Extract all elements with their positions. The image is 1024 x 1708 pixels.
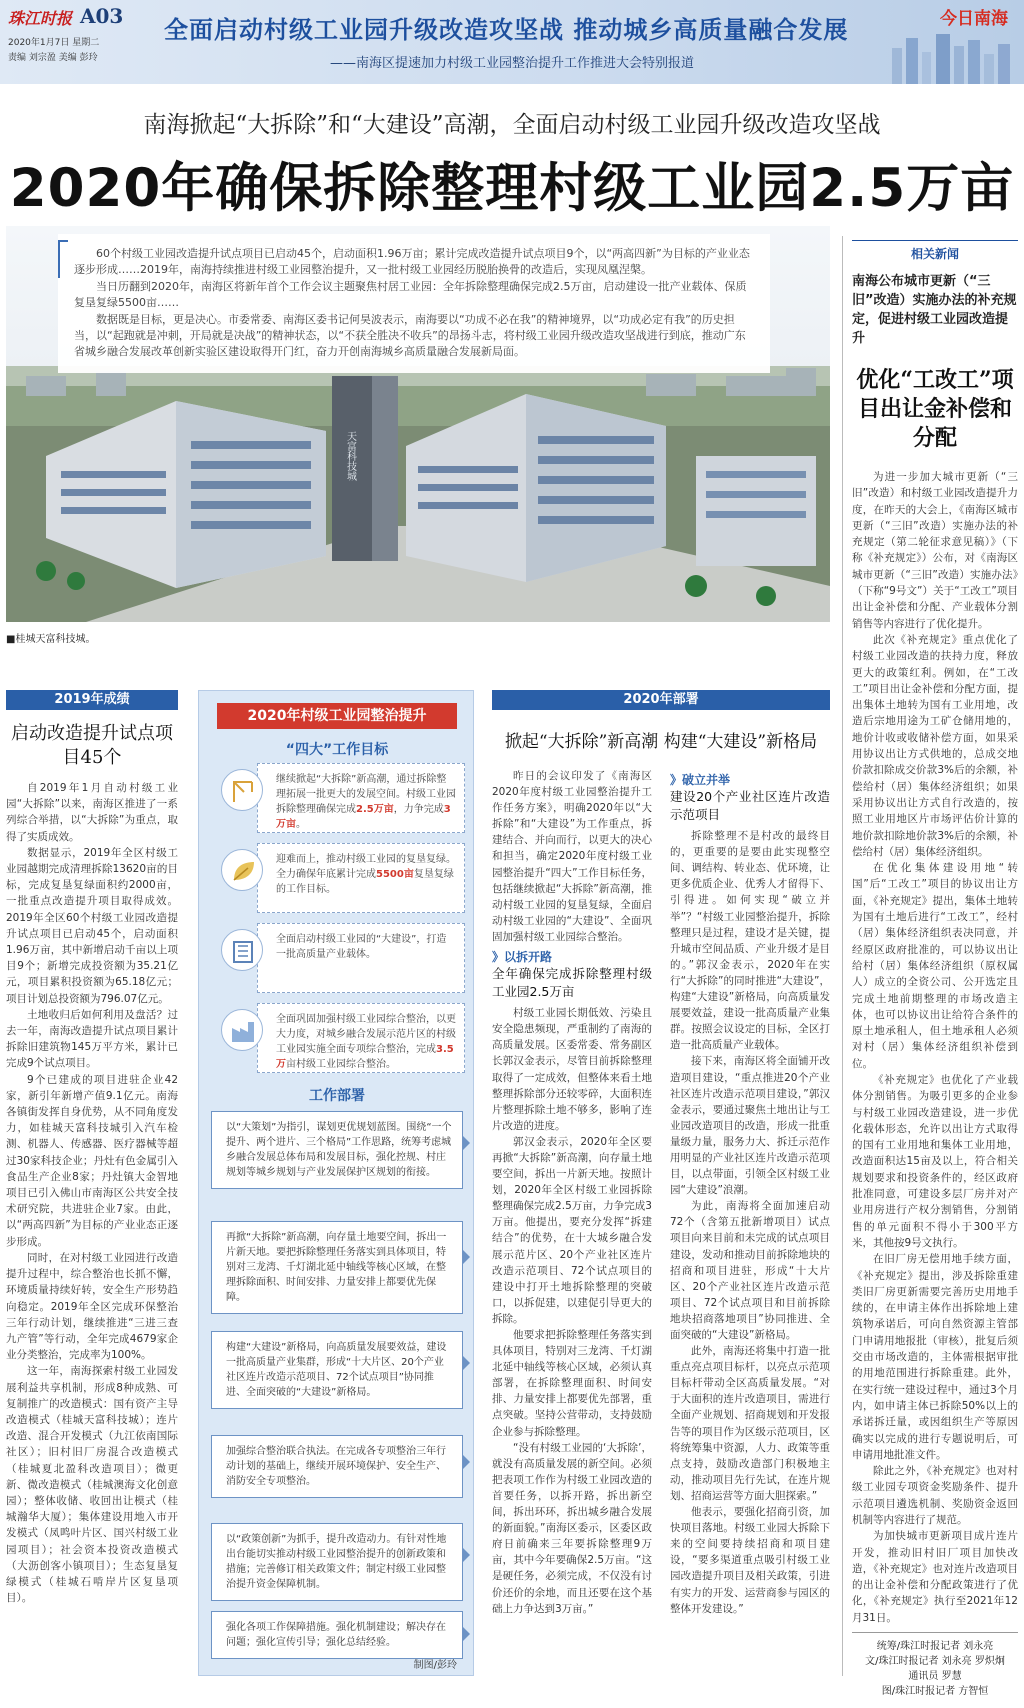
article-paragraph: 同时，在对村级工业园进行改造提升过程中，综合整治也长抓不懈，环境质量持续好转，安全生产形势趋向稳定。2019年全区完成环保整治三年行动计划，继续推进“三进三查九产管”等行动，全年完成4679家企业分类整治，完成率为100%。	[6, 1251, 178, 1362]
article-paragraph: 他表示，要强化招商引资，加快项目落地。村级工业园大拆除下来的空间要持续招商和项目建设，“要多渠道重点吸引村级工业园改造提升项目及相关政策，引进有实力的开发、运营商参与园区的整体开发建设。”	[670, 1506, 830, 1615]
section-marker: 》破立并举	[670, 773, 731, 787]
section-name: 今日南海	[940, 9, 1008, 29]
goal-item	[221, 1003, 465, 1073]
article-paragraph: 他要求把拆除整理任务落实到具体项目，特别对三龙湾、千灯湖北延中轴线等核心区域，必须认真部署，在拆除整理面积、时间安排、力量安排上都要优先部署，重点突破。坚持公营带动，支持鼓励企业参与拆除整理。	[492, 1329, 652, 1438]
section-bar-2019: 2019年成绩	[6, 690, 178, 710]
sidebar-paragraph: 为进一步加大城市更新（“三旧”改造）和村级工业园改造提升力度，在昨天的大会上，《南海区城市更新（“三旧”改造）实施办法的补充规定（第二轮征求意见稿）》（下称《补充规定》）公布，对《南海区城市更新（“三旧”改造）实施办法》（下称“9号文”）关于“工改工”项目出让金补偿和分配、产业载体分割销售等内容进行了优化提升。	[852, 471, 1018, 630]
issue-date: 2020年1月7日 星期二	[8, 38, 100, 48]
column-2019-text	[6, 780, 178, 1606]
sidebar-paragraph: 除此之外，《补充规定》也对村级工业园专项资金奖励条件、提升示范项目遴选机制、奖励资金返回机制等内容进行了规范。	[852, 1465, 1018, 1526]
page-number: A03	[80, 4, 124, 28]
column-2019-subhead: 启动改造提升试点项目45个	[11, 723, 173, 768]
banner-subline: ——南海区提速加力村级工业园整治提升工作推进大会特别报道	[330, 56, 695, 71]
related-news-headline: 南海公布城市更新（“三旧”改造）实施办法的补充规定，促进村级工业园改造提升	[852, 274, 1017, 346]
goal-text: 全面启动村级工业园的“大建设”，打造一批高质量产业载体。	[257, 923, 465, 993]
lead-paragraphs	[58, 234, 770, 373]
task-item: 再掀“大拆除”新高潮，向存量土地要空间，拆出一片新天地。要把拆除整理任务落实到具体项目，特别对三龙湾、千灯湖北延中轴线等核心区域，在整理拆除面积、时间安排、力量安排上都要优先保障。	[211, 1221, 463, 1314]
goals-title: “四大”工作目标	[285, 742, 389, 758]
article-paragraph: 数据显示，2019年全区村级工业园越期完成清理拆除13620亩的目标，完成复垦复绿面积约2000亩，一批重点改造提升项目取得成效。2019年全区60个村级工业园改造提升试点项目已启动45个，启动面积1.96万亩，其中新增启动千亩以上项目9个；新增完成投资额为35.21亿元，项目累积投资额为65.18亿元；项目计划总投资额为796.07亿元。	[6, 846, 178, 1005]
task-item: 以“政策创新”为抓手，提升改造动力。有针对性地出台能切实推动村级工业园整治提升的创新政策和措施；完善修订相关政策文件；制定村级工业园整治提升资金保障机制。	[211, 1523, 463, 1601]
masthead-banner	[0, 0, 1024, 84]
column-2020-left	[492, 768, 652, 1617]
lead-paragraph: 数据既是目标，更是决心。市委常委、南海区委书记何昊波表示，南海要以“功成不必在我”的精神境界，以“功成必定有我”的历史担当，以“起跑就是冲刺，开局就是决战”的精神状态，以“不获全胜决不收兵”的昂扬斗志，将村级工业园升级改造攻坚战进行到底，推动广东省城乡融合发展改革创新实验区建设取得开门红，奋力开创南海城乡高质量融合发展新局面。	[74, 313, 746, 358]
page-editors: 责编 刘宗盈 美编 彭玲	[8, 53, 98, 63]
sidebar-paragraph: 为加快城市更新项目成片连片开发，推动旧村旧厂项目加快改造，《补充规定》也对连片改造项目的出让金补偿和分配政策进行了优化，《补充规定》执行至2021年12月31日。	[852, 1530, 1018, 1624]
article-paragraph: 为此，南海将全面加速启动72个（含第五批新增项目）试点项目向来目前和未完成的试点项目建设，发动和推动目前拆除地块的招商和项目进驻，形成“十大片区、20个产业社区连片改造示范项目、72个试点项目和目前拆除地块招商落地项目”协同推进、全面突破的“大建设”新格局。	[670, 1200, 830, 1341]
graphic-credit: 制图/彭玲	[413, 1660, 457, 1671]
photo-caption: ■桂城天富科技城。	[6, 634, 96, 645]
article-paragraph: 接下来，南海区将全面铺开改造项目建设，“重点推进20个产业社区连片改造示范项目建设，”郭汉金表示，要通过聚焦土地出让与工业园改造项目的改造，形成一批重量级力量，服务力大、拆迁示范作用明显的产业社区连片改造示范项目，以点带面，引领全区村级工业园“大建设”浪潮。	[670, 1055, 830, 1197]
article-paragraph: “没有村级工业园的‘大拆除’，就没有高质量发展的新空间。必须把表项工作作为村级工业园改造的首要任务，以拆开路，拆出新空间，拆出环环，拆出城乡融合发展的新面貌。”南海区委示，区委区政府日前确来三年要拆除整理9万亩，其中今年要确保2.5万亩。“这是硬任务，必须完成，不仅没有讨价还价的余地，而且还要在这个基础上力争达到3万亩。”	[492, 1441, 652, 1615]
section-marker: 》以拆开路	[492, 950, 553, 965]
article-paragraph: 郭汉金表示，2020年全区要再掀“大拆除”新高潮，向存量土地要空间，拆出一片新天地。按照计划，2020年全区村级工业园拆除整理确保完成2.5万亩，力争完成3万亩。他提出，要充分发挥“拆建结合”的优势，在十大城乡融合发展示范片区、20个产业社区连片改造示范项目、72个试点项目的建设中打开土地拆除整理的突破口，以拆促建，以建促引导更大的拆除。	[492, 1135, 652, 1325]
crane-icon	[221, 769, 263, 811]
sidebar-paragraph: 在旧厂房无偿用地手续方面，《补充规定》提出，涉及拆除重建类旧厂房更新需要完善历史用地手续的，在申请主体作出拆除地上建筑物承诺后，可向自然资源主管部门申请用地报批（审核），批复后须交由市场改造的，主体需根据审批的用地范围进行拆除重建。此外，在实行统一建设过程中，通过3个月内，如申请主体已拆除50%以上的承诺拆迁量，或因组织生产等原因确实以完成的进行专题说明后，可申请用地批准文件。	[852, 1253, 1018, 1461]
sidebar-paragraph: 在优化集体建设用地“转国”后“工改工”项目的协议出让方面，《补充规定》提出，集体土地转为国有土地后进行“工改工”，经村（居）集体经济组织表决同意，并经原区政府批准的，可以协议出让给村（居）集体经济组织（原权属人）成立的全资公司、公开选定且完成土地前期整理的市场改造主体，也可以协议出让给符合条件的原土地承租人，但土地承租人必须对村（居）集体经济组织补偿到位。	[852, 862, 1018, 1070]
goal-text: 全面巩固加强村级工业园综合整治，以更大力度，对城乡融合发展示范片区的村级工业园实施全面专项综合整治，完成3.5万亩村级工业园综合整治。	[257, 1003, 465, 1073]
banner-headline: 全面启动村级工业园升级改造攻坚战 推动城乡高质量融合发展	[164, 15, 849, 44]
goal-item	[221, 923, 465, 993]
article-paragraph: 土地收归后如何利用及盘活？过去一年，南海改造提升试点项目累计拆除旧建筑物145万平方米，累计已完成9个试点项目。	[6, 1008, 178, 1070]
sidebar-paragraph: 《补充规定》也优化了产业载体分割销售。为吸引更多的企业参与村级工业园改造建设，进一步优化载体形态，允许以出让方式取得的国有工业用地和集体工业用地，改造面积达15亩及以上，符合相关规划要求和投资条件的，经区政府批准同意，可建设多层厂房并对产业用房进行产权分割销售，分割销售的单元面积不得小于300平方米，其他按9号文执行。	[852, 1073, 1018, 1249]
article-paragraph: 自2019年1月自动村级工业园“大拆除”以来，南海区推进了一系列综合举措，以“大拆除”为重点，取得了实质成效。	[6, 782, 178, 843]
credit-line: 文/珠江时报记者 刘永亮 罗炽炯	[865, 1656, 1005, 1668]
masthead-logo	[8, 6, 128, 76]
sidebar-body	[852, 469, 1018, 1626]
kicker-headline: 南海掀起“大拆除”和“大建设”高潮，全面启动村级工业园升级改造攻坚战	[143, 112, 881, 138]
task-item: 加强综合整治联合执法。在完成各专项整治三年行动计划的基础上，继续开展环境保护、安全生产、消防安全专项整治。	[211, 1435, 463, 1498]
column-2020	[492, 690, 830, 1708]
building-icon	[221, 929, 263, 971]
column-2020-subhead: 掀起“大拆除”新高潮 构建“大建设”新格局	[504, 732, 818, 752]
credit-line: 通讯员 罗慧	[908, 1671, 962, 1683]
related-news-sidebar	[852, 240, 1018, 1699]
article-paragraph: 村级工业园长期低效、污染且安全隐患频现，严重制约了南海的高质量发展。区委常委、常务副区长郭汉金表示，尽管目前拆除整理取得了一定成效，但整体来看土地整理拆除部分还较零碎，大面积连片整理拆除土地不够多，影响了连片改造的进度。	[492, 1007, 652, 1132]
byline-credits	[852, 1632, 1018, 1699]
goal-text: 迎难而上，推动村级工业园的复垦复绿。全力确保年底累计完成5500亩复垦复绿的工作目标。	[257, 843, 465, 913]
leaf-icon	[221, 849, 263, 891]
task-item: 强化各项工作保障措施。强化机制建设；解决存在问题；强化宣传引导；强化总结经验。	[211, 1611, 463, 1659]
sidebar-paragraph: 此次《补充规定》重点优化了村级工业园改造的扶持力度，释放更大的政策红利。例如，在“工改工”项目出让金补偿和分配方面，提出集体土地转为国有工业用地，改造后宗地用途为工矿仓储用地的，地价计收或收储补偿方面，如果采用协议出让方式供地的，总成交地价款扣除成交价款3%后的余额，补偿给村（居）集体经济组织；如果采用协议出让方式自行改造的，按照工业用地区片市场评估价计算的地价款扣除地价款3%后的余额，补偿给村（居）集体经济组织。	[852, 633, 1018, 858]
section-bar-2020: 2020年部署	[492, 690, 830, 710]
goal-item	[221, 843, 465, 913]
goal-text: 继续掀起“大拆除”新高潮，通过拆除整理拓展一批更大的发展空间。村级工业园拆除整理确保完成2.5万亩，力争完成3万亩。	[257, 763, 465, 833]
sidebar-title: 优化“工改工”项目出让金补偿和分配	[856, 367, 1014, 451]
credit-line: 统筹/珠江时报记者 刘永亮	[876, 1641, 994, 1653]
goal-item	[221, 763, 465, 833]
tasks-title: 工作部署	[309, 1088, 365, 1104]
infographic-title: 2020年村级工业园整治提升	[217, 703, 457, 729]
article-paragraph: 这一年，南海探索村级工业园发展利益共享机制，形成8种成熟、可复制推广的改造模式：国有资产主导改造模式（桂城天富科技城）；连片改造、混合开发模式（九江依南国际社区）；旧村旧厂房混合改造模式（桂城夏北盈科改造项目）；微更新、微改造模式（桂城澳海文化创意园）；整体收储、收回出让模式（桂城瀚华大厦）；集体建设用地入市开发模式（凤鸣叶片区、国兴村级工业园项目）；社会资本投资改造模式（大沥创客小镇项目）；生态复垦复绿模式（桂城石啃岸片区复垦项目）。	[6, 1365, 178, 1605]
lead-paragraph: 当日历翻到2020年，南海区将新年首个工作会议主题聚焦村居工业园：全年拆除整理确保完成2.5万亩，启动建设一批产业载体、保质复垦复绿5500亩……	[74, 280, 747, 309]
article-paragraph: 此外，南海还将集中打造一批重点亮点项目标杆，以亮点示范项目标杆带动全区高质量发展。“对于大面积的连片改造项目，需进行全面产业规划、招商规划和开发报告等的项目作为区级示范项目，区将统筹集中资源，人力、政策等重点支持，鼓励改造部门积极地主动，推动项目先行先试，在连片规划、招商运营等方面大胆探索。”	[670, 1345, 830, 1502]
infographic-panel	[198, 690, 474, 1676]
column-2020-right	[670, 768, 830, 1617]
article-paragraph: 昨日的会议印发了《南海区2020年度村级工业园整治提升工作任务方案》，明确2020年以“大拆除”和“大建设”为工作重点，拆建结合、并向而行，以更大的决心和担当，确定2020年度村级工业园整治提升“四大”工作目标任务，包括继续掀起“大拆除”新高潮，推动村级工业园的复垦复绿，全面启动村级工业园的“大建设”、全面巩固加强村级工业园综合整治。	[492, 770, 652, 943]
column-divider	[842, 236, 843, 1676]
column-2019	[6, 722, 178, 1606]
building-sign: 天富科技城	[344, 431, 356, 481]
article-paragraph: 9个已建成的项目进驻企业42家，新引年新增产值9.1亿元。南海各镇街发挥自身优势，从不同角度发力，如桂城天富科技城引入汽车检测、机器人、传感器、医疗器械等超过30家科技企业；丹灶有色金属引入食品生产企业8家；丹灶镇大金智地项目已引入佛山市南海区公共安全技术研究院，共进驻企业7家。由此，以“两高四新”为目标的产业业态正逐步形成。	[6, 1073, 178, 1248]
task-item: 构建“大建设”新格局，向高质量发展要效益，建设一批高质量产业集群，形成“十大片区、20个产业社区连片改造示范项目、72个试点项目”协同推进、全面突破的“大建设”新格局。	[211, 1331, 463, 1409]
task-item: 以“大策划”为指引，谋划更优规划蓝图。围绕“一个提升、两个进片、三个格局”工作思路，统筹考虑城乡融合发展总体布局和发展目标，强化控规、村庄规划等城乡规划与产业发展保护区规划的衔接。	[211, 1111, 463, 1189]
main-headline: 2020年确保拆除整理村级工业园2.5万亩	[9, 158, 1015, 219]
section-heading: 全年确保完成拆除整理村级工业园2.5万亩	[492, 966, 652, 1000]
newspaper-brand: 珠江时报	[8, 9, 73, 28]
credit-line: 图/珠江时报记者 方智恒	[881, 1686, 989, 1698]
factory-icon	[221, 1009, 263, 1051]
lead-paragraph: 60个村级工业园改造提升试点项目已启动45个，启动面积1.96万亩；累计完成改造提升试点项目9个，以“两高四新”为目标的产业业态逐步形成……2019年，南海持续推进村级工业园整治提升，又一批村级工业园经历脱胎换骨的改造后，实现凤凰涅槃。	[74, 247, 750, 276]
article-paragraph: 拆除整理不是村改的最终目的，更重要的是要由此实现整空间、调结构、转业态、优环境，让更多优质企业、优秀人才留得下、引得进。如何实现“破立并举”？“村级工业园整治提升，拆除整理只是过程，建设才是关键，提升城市空间品质、产业升级才是目的。”郭汉金表示，2020年在实行“大拆除”的同时推进“大建设”，构建“大建设”新格局，向高质量发展要效益，建设一批高质量产业集群。按照会议设定的目标，全区打造一批高质量产业载体。	[670, 830, 830, 1052]
skyline-icon	[884, 26, 1024, 84]
related-news-tag: 相关新闻	[852, 240, 1018, 262]
section-heading: 建设20个产业社区连片改造示范项目	[670, 789, 830, 823]
